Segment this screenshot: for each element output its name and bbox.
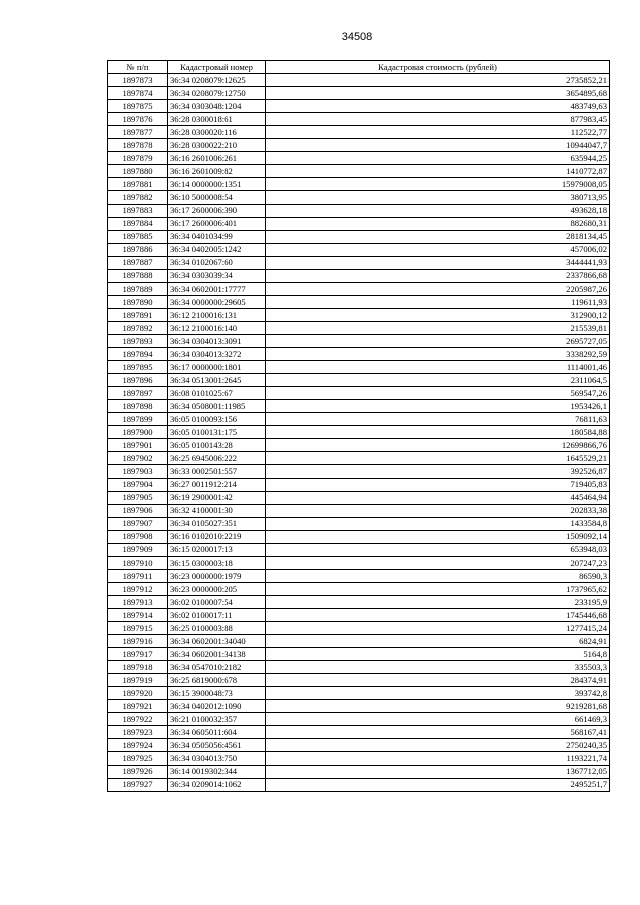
cell-row-number: 1897924 [108,739,168,752]
cell-cadastral-number: 36:34 0513001:2645 [168,374,266,387]
table-row [108,595,610,608]
cell-cadastral-number: 36:34 0303048:1204 [168,100,266,113]
table-row [108,491,610,504]
table-row [108,648,610,661]
cell-row-number: 1897916 [108,635,168,648]
cell-cadastral-value: 2735852,21 [266,74,610,87]
cell-cadastral-number: 36:02 0100017:11 [168,608,266,621]
cell-cadastral-value: 653948,03 [266,543,610,556]
table-row [108,165,610,178]
cell-cadastral-number: 36:12 2100016:140 [168,321,266,334]
cell-cadastral-number: 36:17 2600006:390 [168,204,266,217]
cell-cadastral-value: 635944,25 [266,152,610,165]
table-row [108,726,610,739]
cell-cadastral-value: 1953426,1 [266,400,610,413]
cell-row-number: 1897905 [108,491,168,504]
cell-cadastral-number: 36:32 4100001:30 [168,504,266,517]
cell-cadastral-value: 380713,95 [266,191,610,204]
cell-cadastral-value: 6824,91 [266,635,610,648]
column-header-cadastral-number: Кадастровый номер [168,61,266,74]
table-row [108,243,610,256]
table-row [108,465,610,478]
cell-row-number: 1897906 [108,504,168,517]
cell-cadastral-value: 3444441,93 [266,256,610,269]
cell-cadastral-value: 180584,88 [266,426,610,439]
cell-row-number: 1897921 [108,700,168,713]
cell-cadastral-value: 1410772,87 [266,165,610,178]
cell-cadastral-value: 1114001,46 [266,361,610,374]
cell-cadastral-value: 1433584,8 [266,517,610,530]
cell-row-number: 1897926 [108,765,168,778]
cell-row-number: 1897904 [108,478,168,491]
cell-cadastral-value: 112522,77 [266,126,610,139]
cell-cadastral-value: 202833,38 [266,504,610,517]
cell-cadastral-value: 493628,18 [266,204,610,217]
cell-row-number: 1897894 [108,348,168,361]
cell-cadastral-number: 36:34 0105027:351 [168,517,266,530]
cell-row-number: 1897892 [108,321,168,334]
cell-row-number: 1897889 [108,282,168,295]
cell-row-number: 1897899 [108,413,168,426]
cell-cadastral-value: 483749,63 [266,100,610,113]
cell-cadastral-number: 36:28 0300022:210 [168,139,266,152]
cell-cadastral-number: 36:34 0304013:3091 [168,334,266,347]
cell-row-number: 1897907 [108,517,168,530]
cell-cadastral-number: 36:23 0000000:205 [168,582,266,595]
cell-row-number: 1897902 [108,452,168,465]
cell-row-number: 1897895 [108,361,168,374]
cell-cadastral-number: 36:34 0605011:604 [168,726,266,739]
table-row [108,191,610,204]
table-row [108,504,610,517]
table-header-row [108,61,610,74]
table-row [108,543,610,556]
cell-row-number: 1897911 [108,569,168,582]
cell-row-number: 1897878 [108,139,168,152]
cell-row-number: 1897879 [108,152,168,165]
cell-row-number: 1897917 [108,648,168,661]
cell-cadastral-number: 36:14 0019302:344 [168,765,266,778]
table-row [108,739,610,752]
cell-cadastral-number: 36:34 0303039:34 [168,269,266,282]
cell-row-number: 1897913 [108,595,168,608]
cell-cadastral-value: 445464,94 [266,491,610,504]
cell-row-number: 1897883 [108,204,168,217]
cell-row-number: 1897882 [108,191,168,204]
cell-cadastral-number: 36:34 0602001:17777 [168,282,266,295]
cell-cadastral-value: 9219281,68 [266,700,610,713]
cell-row-number: 1897920 [108,687,168,700]
cell-cadastral-number: 36:23 0000000:1979 [168,569,266,582]
cell-row-number: 1897898 [108,400,168,413]
cell-cadastral-number: 36:34 0304013:750 [168,752,266,765]
cell-cadastral-number: 36:21 0100032:357 [168,713,266,726]
cell-cadastral-number: 36:28 0300018:61 [168,113,266,126]
cell-cadastral-number: 36:34 0508001:11985 [168,400,266,413]
table-row [108,426,610,439]
cell-cadastral-number: 36:34 0602001:34040 [168,635,266,648]
cell-row-number: 1897881 [108,178,168,191]
table-row [108,400,610,413]
cell-cadastral-number: 36:27 0011912:214 [168,478,266,491]
cell-row-number: 1897880 [108,165,168,178]
table-row [108,569,610,582]
table-row [108,217,610,230]
cell-cadastral-number: 36:10 5000008:54 [168,191,266,204]
cell-cadastral-number: 36:34 0209014:1062 [168,778,266,791]
cell-cadastral-value: 12699866,76 [266,439,610,452]
table-row [108,478,610,491]
table-row [108,282,610,295]
cell-cadastral-number: 36:05 0100131:175 [168,426,266,439]
table-row [108,113,610,126]
cell-cadastral-value: 76811,63 [266,413,610,426]
cell-row-number: 1897903 [108,465,168,478]
cell-row-number: 1897915 [108,622,168,635]
cell-cadastral-value: 2337866,68 [266,269,610,282]
cell-cadastral-number: 36:34 0402005:1242 [168,243,266,256]
table-row [108,661,610,674]
cell-cadastral-number: 36:17 0000000:1801 [168,361,266,374]
table-row [108,687,610,700]
cell-row-number: 1897919 [108,674,168,687]
cell-row-number: 1897908 [108,530,168,543]
cell-row-number: 1897885 [108,230,168,243]
cell-cadastral-number: 36:15 0300003:18 [168,556,266,569]
table-row [108,713,610,726]
table-row [108,269,610,282]
table-row [108,256,610,269]
table-row [108,635,610,648]
table-row [108,374,610,387]
table-row [108,413,610,426]
table-row [108,348,610,361]
cell-row-number: 1897874 [108,87,168,100]
cell-cadastral-value: 1193221,74 [266,752,610,765]
cell-cadastral-value: 877983,45 [266,113,610,126]
cell-cadastral-value: 1277415,24 [266,622,610,635]
cell-cadastral-number: 36:05 0100143:28 [168,439,266,452]
cell-cadastral-value: 1509092,14 [266,530,610,543]
cell-cadastral-number: 36:05 0100093:156 [168,413,266,426]
cell-cadastral-value: 10944047,7 [266,139,610,152]
table-row [108,100,610,113]
table-row [108,308,610,321]
cell-row-number: 1897888 [108,269,168,282]
cell-cadastral-number: 36:15 0200017:13 [168,543,266,556]
cell-row-number: 1897875 [108,100,168,113]
column-header-cadastral-value: Кадастровая стоимость (рублей) [266,61,610,74]
cell-cadastral-value: 15979008,05 [266,178,610,191]
cell-cadastral-value: 5164,8 [266,648,610,661]
cell-cadastral-number: 36:25 6819000:678 [168,674,266,687]
cell-cadastral-value: 119611,93 [266,295,610,308]
cell-row-number: 1897909 [108,543,168,556]
cell-cadastral-value: 393742,8 [266,687,610,700]
cell-cadastral-number: 36:16 2601009:82 [168,165,266,178]
cell-cadastral-value: 215539,81 [266,321,610,334]
table-row [108,321,610,334]
cell-cadastral-value: 882680,31 [266,217,610,230]
table-row [108,295,610,308]
cell-cadastral-value: 457006,02 [266,243,610,256]
cell-cadastral-number: 36:34 0208079:12625 [168,74,266,87]
cell-cadastral-value: 312900,12 [266,308,610,321]
table-row [108,582,610,595]
cell-cadastral-value: 719405,83 [266,478,610,491]
table-row [108,87,610,100]
cell-cadastral-number: 36:19 2900001:42 [168,491,266,504]
cell-row-number: 1897893 [108,334,168,347]
cell-cadastral-value: 661469,3 [266,713,610,726]
cell-cadastral-value: 233195,9 [266,595,610,608]
cell-row-number: 1897873 [108,74,168,87]
cell-cadastral-number: 36:02 0100007:54 [168,595,266,608]
table-row [108,752,610,765]
cell-row-number: 1897890 [108,295,168,308]
table-row [108,765,610,778]
cell-cadastral-number: 36:17 2600006:401 [168,217,266,230]
table-row [108,674,610,687]
cell-cadastral-number: 36:16 0102010:2219 [168,530,266,543]
cell-cadastral-number: 36:25 0100003:88 [168,622,266,635]
cell-row-number: 1897891 [108,308,168,321]
cell-cadastral-number: 36:34 0102067:60 [168,256,266,269]
cell-cadastral-value: 1367712,05 [266,765,610,778]
cell-row-number: 1897901 [108,439,168,452]
cell-cadastral-value: 284374,91 [266,674,610,687]
cell-row-number: 1897910 [108,556,168,569]
cell-row-number: 1897886 [108,243,168,256]
table-row [108,139,610,152]
table-row [108,126,610,139]
cell-row-number: 1897914 [108,608,168,621]
cell-cadastral-value: 2695727,05 [266,334,610,347]
table-row [108,700,610,713]
cell-cadastral-value: 392526,87 [266,465,610,478]
table-row [108,778,610,791]
cell-cadastral-value: 2818134,45 [266,230,610,243]
cell-cadastral-value: 2311064,5 [266,374,610,387]
cell-cadastral-value: 207247,23 [266,556,610,569]
cell-row-number: 1897897 [108,387,168,400]
table-row [108,530,610,543]
cell-cadastral-value: 1737965,62 [266,582,610,595]
table-row [108,622,610,635]
table-row [108,334,610,347]
page-number: 34508 [341,31,373,43]
table-row [108,74,610,87]
cell-row-number: 1897876 [108,113,168,126]
table-row [108,439,610,452]
cell-cadastral-number: 36:34 0547010:2182 [168,661,266,674]
cell-cadastral-number: 36:12 2100016:131 [168,308,266,321]
cell-row-number: 1897877 [108,126,168,139]
table-row [108,556,610,569]
cell-row-number: 1897925 [108,752,168,765]
cell-row-number: 1897896 [108,374,168,387]
cell-row-number: 1897922 [108,713,168,726]
column-header-number: № п/п [108,61,168,74]
cell-cadastral-number: 36:34 0208079:12750 [168,87,266,100]
cell-cadastral-number: 36:34 0505056:4561 [168,739,266,752]
cell-cadastral-number: 36:25 6945006:222 [168,452,266,465]
cell-row-number: 1897912 [108,582,168,595]
cell-cadastral-value: 1745446,68 [266,608,610,621]
cell-row-number: 1897918 [108,661,168,674]
table-row [108,152,610,165]
cell-row-number: 1897900 [108,426,168,439]
cadastral-value-table [107,60,610,792]
table-body [108,74,610,792]
cell-cadastral-number: 36:16 2601006:261 [168,152,266,165]
cell-row-number: 1897884 [108,217,168,230]
cell-cadastral-number: 36:08 0101025:67 [168,387,266,400]
cell-cadastral-value: 335503,3 [266,661,610,674]
table-row [108,361,610,374]
cell-row-number: 1897927 [108,778,168,791]
cell-cadastral-number: 36:28 0300020:116 [168,126,266,139]
cell-cadastral-number: 36:34 0401034:99 [168,230,266,243]
table-row [108,517,610,530]
cell-cadastral-value: 1645529,21 [266,452,610,465]
cell-cadastral-value: 3654895,68 [266,87,610,100]
cell-cadastral-value: 568167,41 [266,726,610,739]
cell-cadastral-number: 36:34 0304013:3272 [168,348,266,361]
cell-row-number: 1897887 [108,256,168,269]
cell-cadastral-number: 36:14 0000000:1351 [168,178,266,191]
table-row [108,204,610,217]
cell-cadastral-value: 569547,26 [266,387,610,400]
table-row [108,452,610,465]
cell-cadastral-value: 2205987,26 [266,282,610,295]
table-row [108,230,610,243]
table-row [108,608,610,621]
cell-cadastral-number: 36:34 0000000:29605 [168,295,266,308]
cell-cadastral-number: 36:33 0002501:557 [168,465,266,478]
cell-cadastral-number: 36:34 0602001:34138 [168,648,266,661]
cell-cadastral-value: 2495251,7 [266,778,610,791]
table-row [108,178,610,191]
table-row [108,387,610,400]
cell-row-number: 1897923 [108,726,168,739]
cell-cadastral-number: 36:15 3900048:73 [168,687,266,700]
cell-cadastral-value: 86590,3 [266,569,610,582]
cell-cadastral-value: 2750240,35 [266,739,610,752]
cell-cadastral-value: 3338292,59 [266,348,610,361]
cell-cadastral-number: 36:34 0402012:1090 [168,700,266,713]
